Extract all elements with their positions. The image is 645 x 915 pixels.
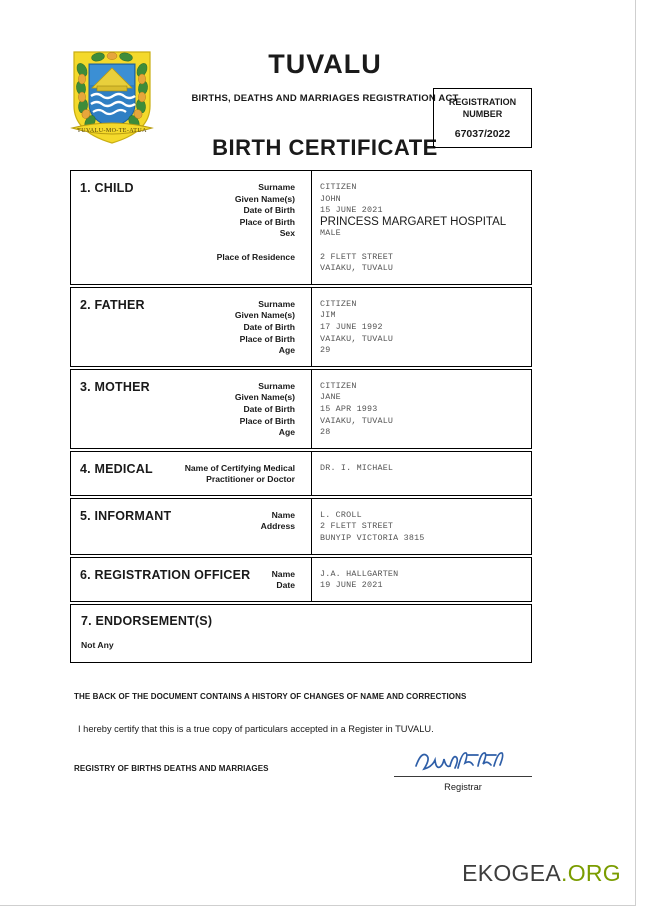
site-watermark <box>462 860 621 887</box>
section-left-column <box>71 452 311 495</box>
field-value: BUNYIP VICTORIA 3815 <box>320 533 425 544</box>
field-value: L. CROLL <box>320 509 362 520</box>
section-values-column <box>311 558 531 601</box>
field-value: JOHN <box>320 193 341 204</box>
section-heading: 6. REGISTRATION OFFICER <box>80 567 251 582</box>
field-label: Date of Birth <box>243 403 295 414</box>
field-value: 29 <box>320 345 331 356</box>
act-subtitle: BIRTHS, DEATHS AND MARRIAGES REGISTRATION ACT <box>191 92 459 104</box>
watermark-primary: EKOGEA <box>462 860 562 886</box>
section-medical <box>70 451 532 496</box>
section-left-column <box>71 499 311 554</box>
signature-caption: Registrar <box>444 782 482 792</box>
section-registration-officer <box>70 557 532 602</box>
field-label: Place of Birth <box>239 415 295 426</box>
registration-number-box <box>433 88 532 148</box>
section-heading: 1. CHILD <box>80 181 134 195</box>
section-field-labels <box>171 508 303 545</box>
field-label <box>171 533 295 545</box>
signature-rule <box>394 776 532 777</box>
section-child <box>70 170 532 285</box>
section-values-column <box>311 452 531 495</box>
field-value: CITIZEN <box>320 298 357 309</box>
field-label: Name <box>271 509 295 520</box>
svg-text:TUVALU-MO-TE-ATUA: TUVALU-MO-TE-ATUA <box>77 128 147 134</box>
country-name: TUVALU <box>268 49 382 79</box>
field-value: JANE <box>320 392 341 403</box>
section-field-labels <box>150 379 303 439</box>
field-label <box>134 263 295 275</box>
registry-label: REGISTRY OF BIRTHS DEATHS AND MARRIAGES <box>74 764 269 773</box>
field-label: Date of Birth <box>243 321 295 332</box>
field-label: Date <box>276 580 295 591</box>
section-field-labels <box>134 180 303 275</box>
field-value: 15 JUNE 2021 <box>320 205 383 216</box>
field-label: Sex <box>279 228 295 239</box>
field-label: Place of Birth <box>239 216 295 227</box>
section-left-column <box>71 171 311 284</box>
section-field-labels <box>250 567 303 592</box>
section-left-column <box>71 288 311 366</box>
registration-label-line1: REGISTRATION <box>448 97 517 107</box>
field-label: Practitioner or Doctor <box>206 474 295 485</box>
field-label: Surname <box>258 298 295 309</box>
section-heading: 7. ENDORSEMENT(S) <box>81 613 213 628</box>
field-label: Given Name(s) <box>234 310 295 321</box>
field-value: MALE <box>320 228 341 239</box>
section-field-labels <box>145 297 303 357</box>
field-label: Name of Certifying Medical <box>184 462 295 473</box>
document-title: BIRTH CERTIFICATE <box>212 135 438 160</box>
field-label: Age <box>278 345 295 356</box>
endorsements-value: Not Any <box>81 639 114 650</box>
registrar-signature-block <box>394 746 532 792</box>
field-value: 17 JUNE 1992 <box>320 321 383 332</box>
section-values-column <box>311 499 531 554</box>
field-value: CITIZEN <box>320 182 357 192</box>
field-label: Given Name(s) <box>234 193 295 204</box>
section-heading: 2. FATHER <box>80 297 145 312</box>
field-value: 2 FLETT STREET <box>320 251 394 262</box>
section-values-column <box>311 370 531 448</box>
section-heading: 5. INFORMANT <box>80 508 172 523</box>
section-field-labels <box>153 461 303 486</box>
section-values-column <box>311 171 531 284</box>
field-value: VAIAKU, TUVALU <box>320 263 394 274</box>
registration-label-line2: NUMBER <box>462 109 503 120</box>
field-value: CITIZEN <box>320 380 357 391</box>
section-left-column <box>71 370 311 448</box>
field-value: 15 APR 1993 <box>320 403 378 414</box>
signature-row <box>74 764 532 814</box>
field-label: Place of Birth <box>239 333 295 344</box>
tuvalu-coat-of-arms-icon <box>68 48 156 146</box>
section-values-column <box>311 288 531 366</box>
section-father <box>70 287 532 367</box>
field-value: JIM <box>320 310 336 321</box>
section-informant <box>70 498 532 555</box>
field-value <box>320 474 523 486</box>
field-value: VAIAKU, TUVALU <box>320 333 394 344</box>
field-value: 28 <box>320 427 331 438</box>
field-label: Date of Birth <box>243 205 295 216</box>
field-label: Age <box>278 427 295 438</box>
field-label: Given Name(s) <box>234 392 295 403</box>
field-label: Surname <box>258 380 295 391</box>
signature-mark-icon <box>394 746 532 776</box>
field-label: Address <box>260 521 295 532</box>
field-label: Name <box>271 568 295 579</box>
registration-number-value: 67037/2022 <box>454 128 511 141</box>
field-value: J.A. HALLGARTEN <box>320 568 399 579</box>
certificate-sections <box>70 170 532 665</box>
document-header <box>0 0 635 160</box>
field-label: Place of Residence <box>216 251 295 262</box>
back-of-document-notice: THE BACK OF THE DOCUMENT CONTAINS A HISTORY OF CHANGES OF NAME AND CORRECTIONS <box>74 692 467 701</box>
document-footer <box>74 692 532 814</box>
section-heading: 4. MEDICAL <box>80 461 153 476</box>
field-value: PRINCESS MARGARET HOSPITAL <box>320 215 507 228</box>
watermark-accent: .ORG <box>561 860 621 886</box>
section-endorsements <box>70 604 532 663</box>
field-value: 19 JUNE 2021 <box>320 580 383 591</box>
field-value: 2 FLETT STREET <box>320 521 394 532</box>
section-mother <box>70 369 532 449</box>
field-value: DR. I. MICHAEL <box>320 462 394 473</box>
section-heading: 3. MOTHER <box>80 379 150 394</box>
section-left-column <box>71 558 311 601</box>
field-label: Surname <box>258 182 295 192</box>
field-value: VAIAKU, TUVALU <box>320 415 394 426</box>
certification-statement: I hereby certify that this is a true copy of particulars accepted in a Register in TUVALU. <box>78 724 434 734</box>
